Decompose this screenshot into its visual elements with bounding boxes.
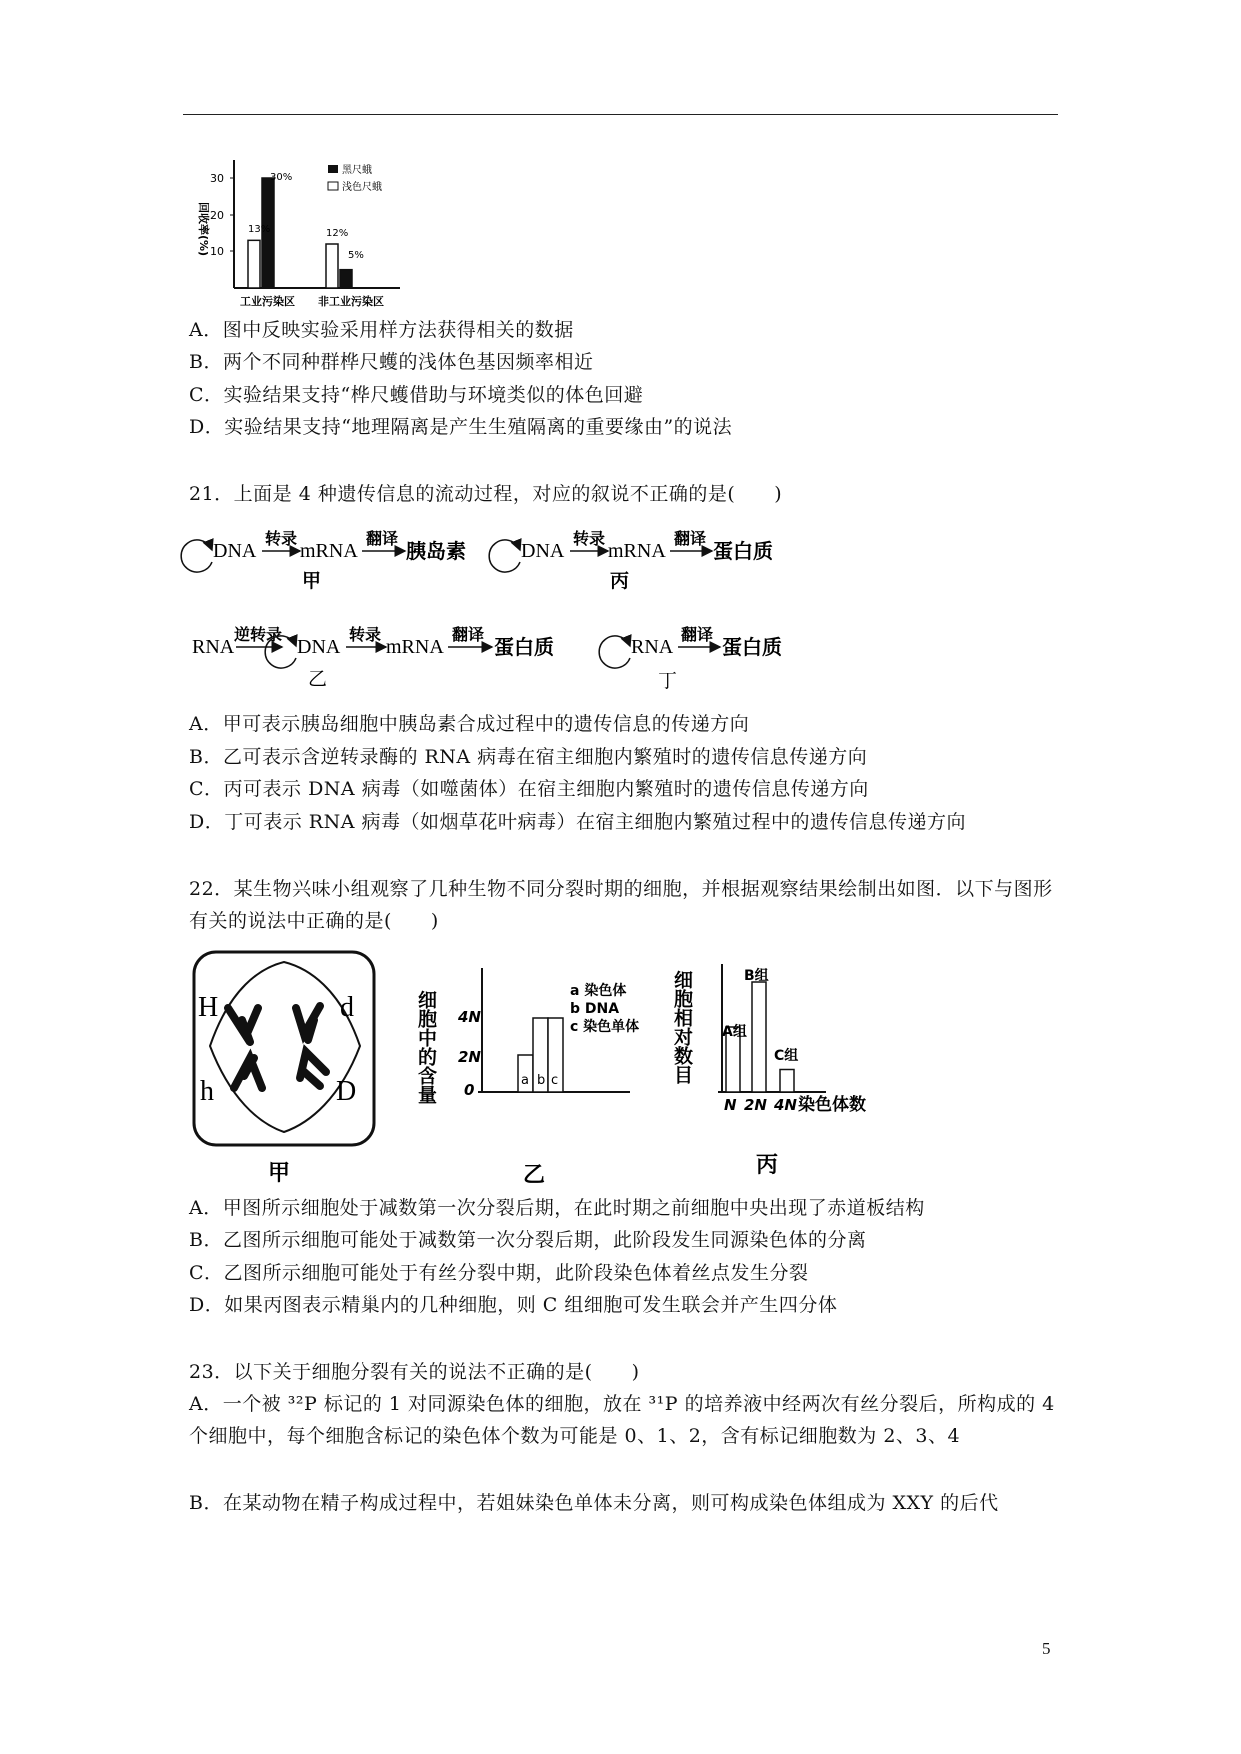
bing-mrna: mRNA [608, 540, 666, 562]
page-number: 5 [1042, 1639, 1051, 1658]
yi-ytick-0: 0 [464, 1081, 475, 1099]
jia-label-D: D [336, 1076, 357, 1107]
jia-arrow2: 翻译 [366, 529, 399, 548]
chart1-ylabel: 回收率(%) [197, 202, 210, 257]
yi-ylabel: 细胞中的含量 [415, 990, 437, 1104]
yi-bar-a: a [521, 1073, 529, 1088]
bing-xtick-4N: 4N [774, 1096, 797, 1114]
bing-arrow2: 翻译 [674, 529, 707, 548]
yi-legend-c: c 染色单体 [570, 1019, 640, 1035]
q21-option-c: C．丙可表示 DNA 病毒（如噬菌体）在宿主细胞内繁殖时的遗传信息传递方向 [189, 778, 869, 800]
ding-name: 丁 [658, 670, 678, 692]
q20-option-a: A．图中反映实验采用样方法获得相关的数据 [189, 319, 574, 341]
q22-option-c: C．乙图所示细胞可能处于有丝分裂中期，此阶段染色体着丝点发生分裂 [189, 1262, 809, 1284]
jia-arrow1: 转录 [265, 529, 298, 548]
jia-label-d: d [340, 992, 354, 1023]
yi-ytick-4N: 4N [458, 1008, 481, 1026]
bing-name: 丙 [610, 570, 630, 592]
yi-dna: DNA [297, 636, 341, 658]
q20-option-b: B．两个不同种群桦尺蠖的浅体色基因频率相近 [189, 351, 594, 373]
yi-mrna: mRNA [386, 636, 444, 658]
fig-jia-name: 甲 [268, 1161, 291, 1186]
yi-rna: RNA [192, 636, 235, 658]
q23-option-b: B．在某动物在精子构成过程中，若姐妹染色单体未分离，则可构成染色体组成为 XXY 的后代 [189, 1492, 999, 1514]
yi-name: 乙 [308, 668, 328, 690]
ytick-20: 20 [210, 209, 224, 222]
bing-bar-rect-2 [780, 1070, 794, 1093]
yi-end: 蛋白质 [494, 635, 554, 659]
yi-legend-b: b DNA [570, 1001, 620, 1017]
fig-bing-chart [671, 960, 906, 1190]
q20-option-d: D．实验结果支持“地理隔离是产生生殖隔离的重要缘由”的说法 [189, 416, 733, 438]
q23-option-a: A．一个被 ³²P 标记的 1 对同源染色体的细胞，放在 ³¹P 的培养液中经两次有丝分裂后，所构成的 4 个细胞中，每个细胞含标记的染色体个数为可能是 0、1、2，含有标记细胞数为 2、3、4 [189, 1393, 1055, 1447]
header-rule [183, 114, 1058, 115]
jia-label-h: h [200, 1076, 214, 1107]
bar-label-12: 12% [326, 228, 349, 239]
q21-stem: 21．上面是 4 种遗传信息的流动过程，对应的叙说不正确的是( ) [189, 483, 783, 505]
bing-dna: DNA [521, 540, 565, 562]
jia-name: 甲 [302, 570, 322, 592]
fig-yi-name: 乙 [523, 1163, 546, 1188]
yi-bar-c: c [551, 1073, 559, 1088]
bar-light-0 [248, 240, 260, 288]
jia-dna: DNA [213, 540, 257, 562]
bing-bar-label-A: A组 [722, 1024, 747, 1040]
q23-stem: 23．以下关于细胞分裂有关的说法不正确的是( ) [189, 1361, 640, 1383]
ytick-30: 30 [210, 172, 224, 185]
q22-option-d: D．如果丙图表示精巢内的几种细胞，则 C 组细胞可发生联会并产生四分体 [189, 1294, 838, 1316]
info-flow-diagram [190, 520, 830, 700]
bing-ylabel: 细胞相对数目 [671, 970, 693, 1084]
fig-bing-name: 丙 [756, 1153, 779, 1178]
jia-end: 胰岛素 [406, 539, 466, 563]
cat-industrial: 工业污染区 [240, 295, 295, 308]
yi-arrow2: 翻译 [452, 625, 485, 644]
bing-xtick-N: N [724, 1096, 737, 1114]
q21-option-b: B．乙可表示含逆转录酶的 RNA 病毒在宿主细胞内繁殖时的遗传信息传递方向 [189, 746, 868, 768]
q22-option-b: B．乙图所示细胞可能处于减数第一次分裂后期，此阶段发生同源染色体的分离 [189, 1229, 867, 1251]
yi-arrow1: 转录 [349, 625, 382, 644]
yi-ytick-2N: 2N [458, 1048, 481, 1066]
bing-xlabel: 染色体数 [798, 1095, 866, 1115]
jia-label-H: H [198, 992, 219, 1023]
ding-rna: RNA [631, 636, 674, 658]
fig-yi-chart [415, 960, 650, 1190]
cat-nonindustrial: 非工业污染区 [318, 295, 384, 308]
bing-bar-rect-1 [752, 982, 766, 1092]
bar-label-30: 30% [270, 172, 293, 183]
ytick-10: 10 [210, 245, 224, 258]
moth-recapture-chart [190, 150, 450, 310]
q21-option-d: D．丁可表示 RNA 病毒（如烟草花叶病毒）在宿主细胞内繁殖过程中的遗传信息传递方向 [189, 811, 966, 833]
bar-label-13: 13% [248, 224, 271, 235]
ding-end: 蛋白质 [722, 635, 782, 659]
bing-end: 蛋白质 [713, 539, 773, 563]
bar-light-1 [326, 244, 338, 288]
q22-option-a: A．甲图所示细胞处于减数第一次分裂后期，在此时期之前细胞中央出现了赤道板结构 [189, 1197, 925, 1219]
legend-light: 浅色尺蛾 [342, 182, 382, 193]
bing-bar-label-C: C组 [774, 1048, 799, 1064]
q22-stem: 22．某生物兴味小组观察了几种生物不同分裂时期的细胞，并根据观察结果绘制出如图．以下与图形有关的说法中正确的是( ) [189, 878, 1053, 932]
bing-arrow1: 转录 [573, 529, 606, 548]
bing-bar-label-B: B组 [744, 968, 769, 984]
bing-xtick-2N: 2N [744, 1096, 767, 1114]
bar-label-5: 5% [348, 250, 364, 261]
ding-arrow2: 翻译 [681, 625, 714, 644]
q21-option-a: A．甲可表示胰岛细胞中胰岛素合成过程中的遗传信息的传递方向 [189, 713, 750, 735]
bar-dark-1 [340, 270, 352, 288]
q20-option-c: C．实验结果支持“桦尺蠖借助与环境类似的体色回避 [189, 384, 644, 406]
jia-mrna: mRNA [300, 540, 358, 562]
legend-dark: 黑尺蛾 [342, 165, 372, 176]
yi-bar-b: b [537, 1073, 546, 1088]
yi-legend-a: a 染色体 [570, 983, 627, 999]
fig-jia-cell [190, 948, 380, 1188]
yi-arrow0: 逆转录 [234, 625, 283, 644]
